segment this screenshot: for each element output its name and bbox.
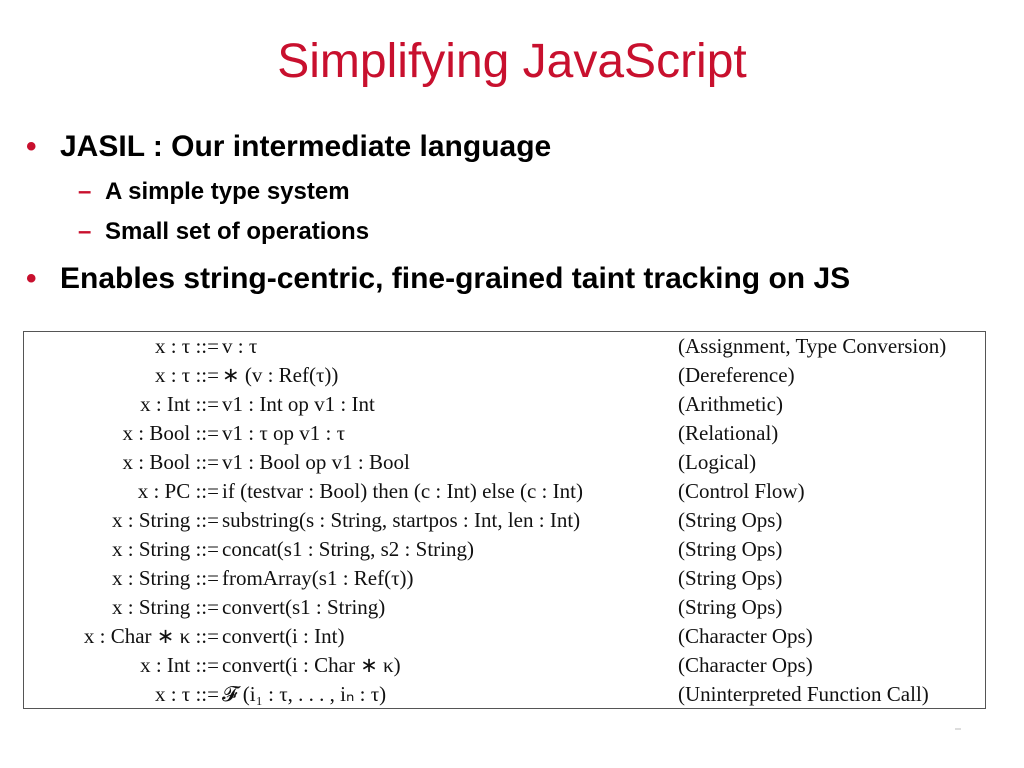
bullet-text: JASIL : Our intermediate language: [60, 130, 552, 163]
sub-bullet-text: Small set of operations: [105, 218, 370, 245]
grammar-lhs: x : Bool ::=: [122, 450, 219, 474]
grammar-row: [24, 506, 985, 535]
grammar-row: [24, 477, 985, 506]
grammar-category: (Character Ops): [678, 653, 813, 677]
grammar-category: (Arithmetic): [678, 392, 783, 416]
sub-bullet-text: A simple type system: [105, 178, 350, 205]
grammar-category: (String Ops): [678, 537, 783, 561]
grammar-row: [24, 448, 985, 477]
grammar-row: [24, 564, 985, 593]
sub-bullet-marker: –: [78, 218, 92, 245]
grammar-row: [24, 535, 985, 564]
grammar-row: [24, 593, 985, 622]
bullet-list: [26, 122, 1006, 304]
grammar-category: (String Ops): [678, 566, 783, 590]
bullet-marker: •: [26, 262, 37, 295]
grammar-lhs: x : Int ::=: [140, 392, 219, 416]
grammar-lhs: x : Int ::=: [140, 653, 219, 677]
grammar-row: [24, 622, 985, 651]
grammar-category: (Control Flow): [678, 479, 805, 503]
grammar-row: [24, 680, 985, 709]
grammar-row: [24, 332, 985, 361]
grammar-category: (Character Ops): [678, 624, 813, 648]
grammar-category: (Uninterpreted Function Call): [678, 682, 929, 706]
grammar-row: [24, 361, 985, 390]
grammar-lhs: x : PC ::=: [137, 479, 219, 503]
bullet-marker: •: [26, 130, 37, 163]
grammar-category: (Logical): [678, 450, 757, 474]
grammar-rhs: v1 : Bool op v1 : Bool: [222, 450, 410, 474]
grammar-lhs: x : String ::=: [112, 508, 219, 532]
grammar-rhs: fromArray(s1 : Ref(τ)): [222, 566, 414, 590]
grammar-rhs: v : τ: [222, 334, 258, 358]
grammar-row: [24, 390, 985, 419]
bullet-item: [26, 254, 1006, 304]
sub-bullet-marker: –: [78, 178, 92, 205]
grammar-rhs: substring(s : String, startpos : Int, len : Int): [222, 508, 581, 532]
grammar-rhs: v1 : Int op v1 : Int: [222, 392, 375, 416]
grammar-rhs: convert(i : Char ∗ κ): [222, 653, 401, 677]
grammar-rhs: convert(i : Int): [222, 624, 345, 648]
grammar-category: (String Ops): [678, 595, 783, 619]
grammar-rhs: if (testvar : Bool) then (c : Int) else (c : Int): [222, 479, 583, 503]
grammar-lhs: x : Char ∗ κ ::=: [83, 624, 219, 648]
sub-bullet-item: [26, 212, 1006, 252]
grammar-lhs: x : String ::=: [112, 566, 219, 590]
grammar-category: (Assignment, Type Conversion): [678, 334, 947, 358]
grammar-lhs: x : τ ::=: [154, 334, 219, 358]
grammar-rhs: concat(s1 : String, s2 : String): [222, 537, 474, 561]
grammar-rhs: v1 : τ op v1 : τ: [222, 421, 346, 445]
grammar-rhs: ∗ (v : Ref(τ)): [222, 363, 339, 387]
grammar-rhs: 𝓕 (i₁ : τ, . . . , iₙ : τ): [222, 682, 387, 706]
grammar-lhs: x : τ ::=: [154, 682, 219, 706]
grammar-row: [24, 651, 985, 680]
grammar-row: [24, 419, 985, 448]
grammar-lhs: x : String ::=: [112, 537, 219, 561]
grammar-table: [23, 331, 986, 709]
page-number-mark: [955, 728, 961, 730]
slide-title: Simplifying JavaScript: [277, 35, 747, 88]
grammar-category: (String Ops): [678, 508, 783, 532]
grammar-lhs: x : Bool ::=: [122, 421, 219, 445]
bullet-text: Enables string-centric, fine-grained taint tracking on JS: [60, 262, 851, 295]
grammar-lhs: x : String ::=: [112, 595, 219, 619]
grammar-category: (Dereference): [678, 363, 795, 387]
bullet-item: [26, 122, 1006, 172]
grammar-lhs: x : τ ::=: [154, 363, 219, 387]
sub-bullet-item: [26, 172, 1006, 212]
grammar-rhs: convert(s1 : String): [222, 595, 386, 619]
grammar-category: (Relational): [678, 421, 779, 445]
